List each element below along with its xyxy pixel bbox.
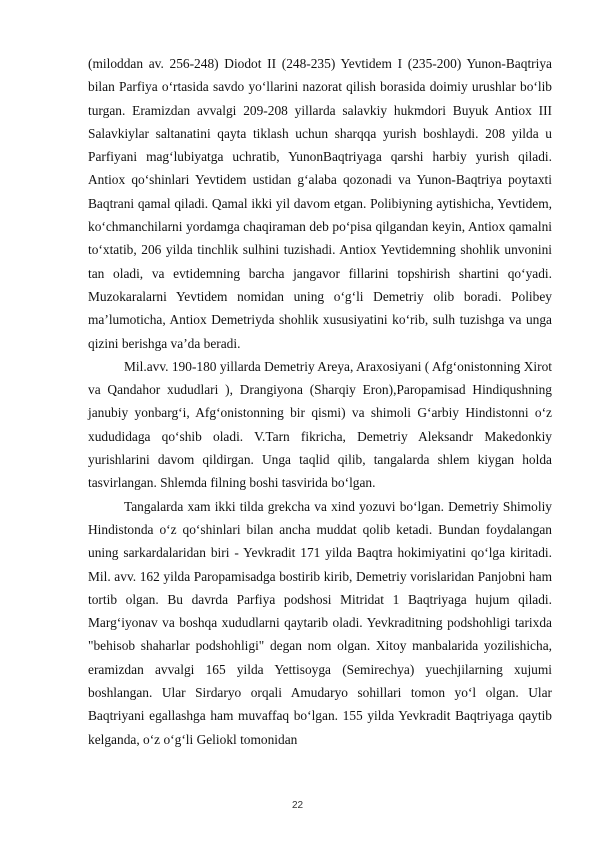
paragraph-3: Tangalarda xam ikki tilda grekcha va xind yozuvi bo‘lgan. Demetriy Shimoliy Hindistonda o‘z qo‘shinlari bilan ancha muddat qolib ketadi. Bundan foydalangan uning sarkardalaridan biri - Yevkradit 171 yilda Baqtra hokimiyatini qo‘lga kiritadi. Mil. avv. 162 yilda Paropamisadga bostirib kirib, Demetriy vorislaridan Panjobni ham tortib olgan. Bu davrda Parfiya podshosi Mitridat 1 Baqtriyaga hujum qiladi. Marg‘iyonav va boshqa xududlarni qaytarib oladi. Yevkraditning podshohligi tarixda "behisob shaharlar podshohligi" degan nom olgan. Xitoy manbalarida yozilishicha, eramizdan avvalgi 165 yilda Yettisoyga (Semirechya) yuechjilarning xujumi boshlangan. Ular Sirdaryo orqali Amudaryo sohillari tomon yo‘l olgan. Ular Baqtriyani egallashga ham muvaffaq bo‘lgan. 155 yilda Yevkradit Baqtriyaga qaytib kelganda, o‘z o‘g‘li Geliokl tomonidan: [88, 498, 552, 747]
paragraph-2: Mil.avv. 190-180 yillarda Demetriy Areya, Araxosiyani ( Afg‘onistonning Xirot va Qandahor xududlari ), Drangiyona (Sharqiy Eron),Paropamisad Hindiqushning janubiy yonbarg‘i, Afg‘onistonning bir qismi) va shimoli G‘arbiy Hindistonni o‘z xududidaga qo‘shib oladi. V.Tarn fikricha, Demetriy Aleksandr Makedonkiy yurishlarini davom qildirgan. Unga taqlid qilib, tangalarda shlem kiygan holda tasvirlangan. Shlemda filning boshi tasvirida bo‘lgan.: [88, 358, 552, 491]
page-number: 22: [291, 800, 304, 811]
body-text: [88, 52, 552, 751]
paragraph-1: (miloddan av. 256-248) Diodot II (248-235) Yevtidem I (235-200) Yunon-Baqtriya bilan Parfiya o‘rtasida savdo yo‘llarini nazorat qilish borasida doimiy urushlar bo‘lib turgan. Eramizdan avvalgi 209-208 yillarda salavkiy hukmdori Buyuk Antiox III Salavkiylar saltanatini qayta tiklash uchun sharqqa yurish boshlaydi. 208 yilda u Parfiyani mag‘lubiyatga uchratib, YunonBaqtriyaga qarshi harbiy yurish qiladi. Antiox qo‘shinlari Yevtidem ustidan g‘alaba qozonadi va Yunon-Baqtriya poytaxti Baqtrani qamal qiladi. Qamal ikki yil davom etgan. Polibiyning aytishicha, Yevtidem, ko‘chmanchilarni yordamga chaqiraman deb po‘pisa qilgandan keyin, Antiox qamalni to‘xtatib, 206 yilda tinchlik sulhini tuzishadi. Antiox Yevtidemning shohlik unvonini tan oladi, va evtidemning barcha jangavor fillarini topshirish shartini qo‘yadi. Muzokaralarni Yevtidem nomidan uning o‘g‘li Demetriy olib boradi. Polibey ma’lumoticha, Antiox Demetriyda shohlik xususiyatini ko‘rib, sulh tuzishga va unga qizini berishga va’da beradi.: [88, 56, 552, 351]
